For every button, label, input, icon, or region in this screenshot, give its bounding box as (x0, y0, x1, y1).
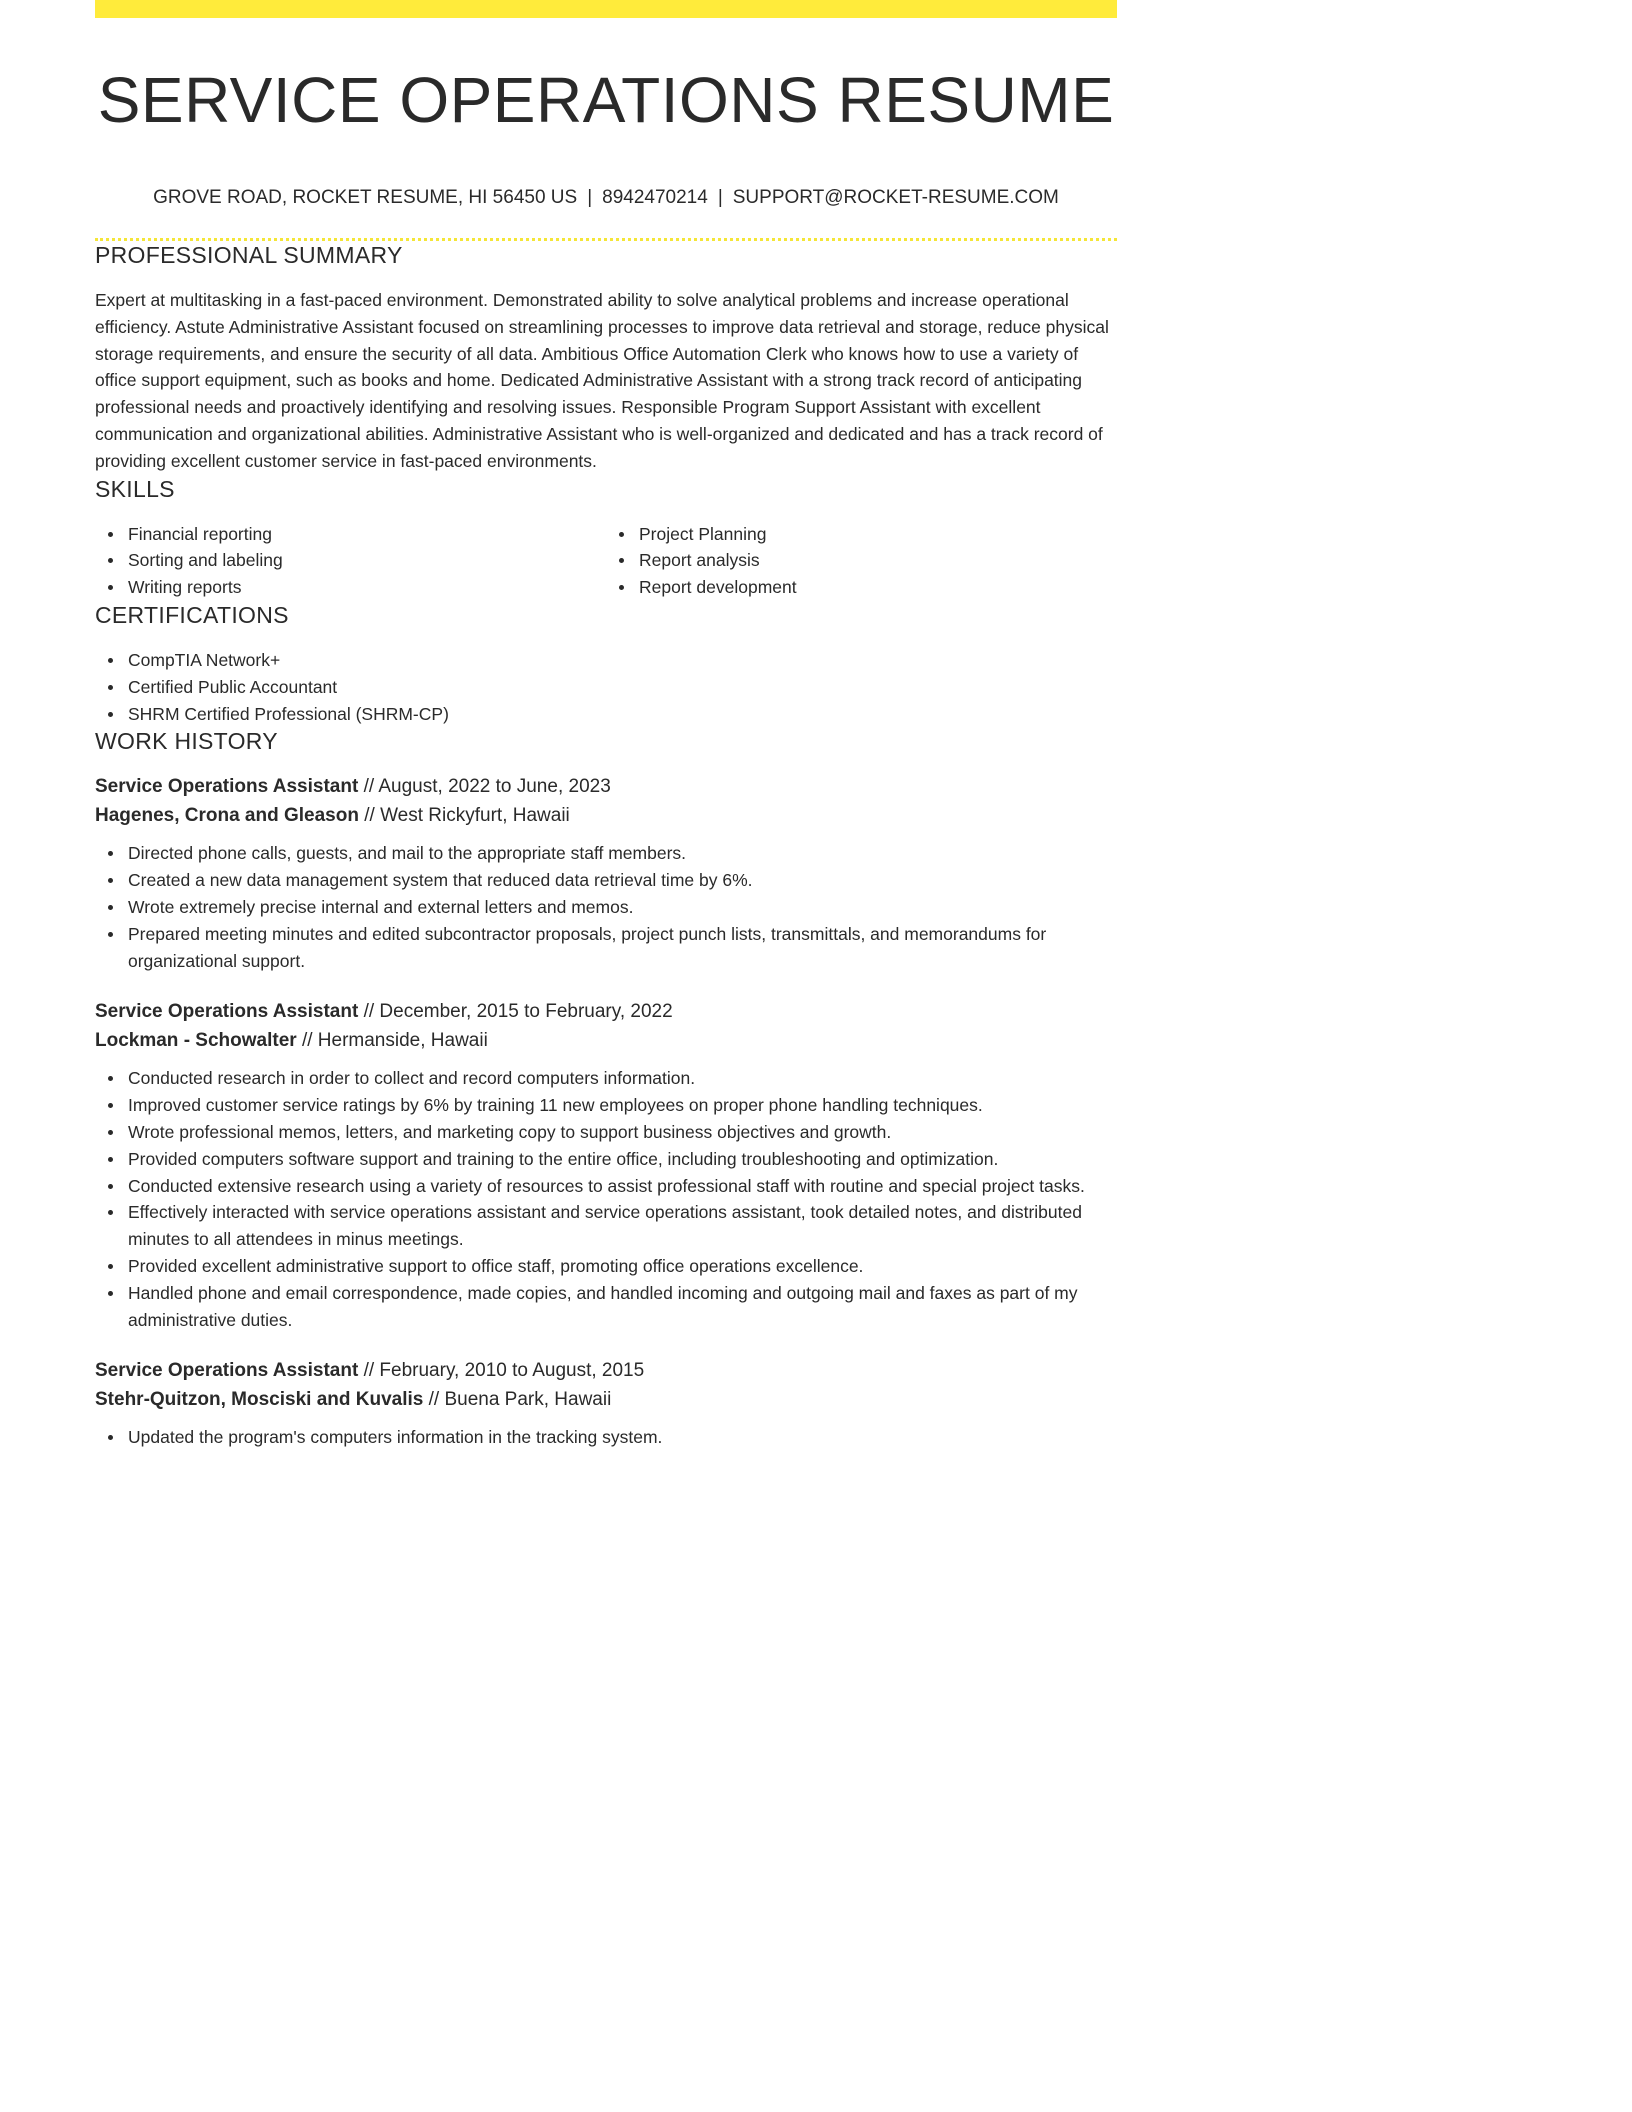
summary-text: Expert at multitasking in a fast-paced environment. Demonstrated ability to solve analytical problems and increase operational efficiency. Astute Administrative Assistant focused on streamlining processes to improve data retrieval and storage, reduce physical storage requirements, and ensure the security of all data. Ambitious Office Automation Clerk who knows how to use a variety of office support equipment, such as books and home. Dedicated Administrative Assistant with a strong track record of anticipating professional needs and proactively identifying and resolving issues. Responsible Program Support Assistant with excellent communication and organizational abilities. Administrative Assistant who is well-organized and dedicated and has a track record of providing excellent customer service in fast-paced environments. (95, 290, 1109, 471)
accent-bar (95, 0, 1117, 18)
skills-list-right (606, 521, 1117, 601)
job-duties-list (95, 1065, 1117, 1333)
job-duty-item: Directed phone calls, guests, and mail to the appropriate staff members. (128, 840, 1117, 867)
job-location: // Hermanside, Hawaii (296, 1029, 488, 1051)
job-duty-item: Improved customer service ratings by 6% by training 11 new employees on proper phone handling techniques. (128, 1092, 1117, 1119)
job-dates: // August, 2022 to June, 2023 (358, 776, 611, 798)
job-role: Service Operations Assistant (95, 776, 359, 798)
contact-separator: | (717, 187, 723, 208)
job-entry (95, 773, 1117, 974)
skill-item: Report development (639, 574, 1117, 601)
job-title-line (95, 998, 1117, 1027)
job-company: Stehr-Quitzon, Mosciski and Kuvalis (95, 1388, 424, 1410)
jobs-list (95, 773, 1117, 1451)
job-duties-list (95, 1424, 1117, 1451)
summary-section (95, 241, 1117, 475)
skill-item: Sorting and labeling (128, 547, 606, 574)
certifications-section (95, 601, 1117, 727)
job-entry (95, 998, 1117, 1333)
job-duty-item: Wrote extremely precise internal and external letters and memos. (128, 894, 1117, 921)
job-duty-item: Wrote professional memos, letters, and marketing copy to support business objectives and growth. (128, 1119, 1117, 1146)
job-entry (95, 1357, 1117, 1451)
contact-phone: 8942470214 (602, 187, 708, 208)
job-duty-item: Conducted extensive research using a variety of resources to assist professional staff with routine and special project tasks. (128, 1173, 1117, 1200)
job-location: // West Rickyfurt, Hawaii (358, 804, 570, 826)
work-history-heading: WORK HISTORY (95, 728, 278, 755)
contact-separator: | (587, 187, 593, 208)
contact-line (95, 186, 1117, 210)
contact-email: SUPPORT@ROCKET-RESUME.COM (732, 187, 1059, 208)
job-location: // Buena Park, Hawaii (423, 1388, 612, 1410)
job-role: Service Operations Assistant (95, 1001, 359, 1023)
skills-section (95, 475, 1117, 601)
skills-list-left (95, 521, 606, 601)
job-company: Lockman - Schowalter (95, 1029, 297, 1051)
certification-item: CompTIA Network+ (128, 647, 1117, 674)
job-duty-item: Prepared meeting minutes and edited subcontractor proposals, project punch lists, transmittals, and memorandums for organizational support. (128, 921, 1117, 975)
certifications-heading: CERTIFICATIONS (95, 601, 289, 628)
job-dates: // February, 2010 to August, 2015 (358, 1360, 645, 1382)
job-duties-list (95, 840, 1117, 974)
job-duty-item: Effectively interacted with service operations assistant and service operations assistant, took detailed notes, and distributed minutes to all attendees in minus meetings. (128, 1199, 1117, 1253)
job-company: Hagenes, Crona and Gleason (95, 804, 359, 826)
certifications-list (95, 647, 1117, 727)
job-company-line (95, 1386, 1117, 1415)
resume-page (95, 0, 1117, 1451)
job-duty-item: Provided excellent administrative support to office staff, promoting office operations excellence. (128, 1253, 1117, 1280)
skills-columns (95, 521, 1117, 601)
job-dates: // December, 2015 to February, 2022 (358, 1001, 673, 1023)
skill-item: Financial reporting (128, 521, 606, 548)
job-duty-item: Provided computers software support and training to the entire office, including troubleshooting and optimization. (128, 1146, 1117, 1173)
contact-address: GROVE ROAD, ROCKET RESUME, HI 56450 US (153, 187, 578, 208)
resume-title: SERVICE OPERATIONS RESUME (97, 64, 1115, 136)
summary-heading: PROFESSIONAL SUMMARY (95, 242, 403, 268)
certification-item: SHRM Certified Professional (SHRM-CP) (128, 701, 1117, 728)
skill-item: Writing reports (128, 574, 606, 601)
job-company-line (95, 1027, 1117, 1056)
skill-item: Report analysis (639, 547, 1117, 574)
job-duty-item: Updated the program's computers information in the tracking system. (128, 1424, 1117, 1451)
job-role: Service Operations Assistant (95, 1360, 359, 1382)
skill-item: Project Planning (639, 521, 1117, 548)
job-duty-item: Created a new data management system that reduced data retrieval time by 6%. (128, 867, 1117, 894)
job-title-line (95, 1357, 1117, 1386)
job-company-line (95, 802, 1117, 831)
job-duty-item: Conducted research in order to collect and record computers information. (128, 1065, 1117, 1092)
job-duty-item: Handled phone and email correspondence, made copies, and handled incoming and outgoing mail and faxes as part of my administrative duties. (128, 1280, 1117, 1334)
job-title-line (95, 773, 1117, 802)
work-history-section (95, 727, 1117, 1451)
skills-heading: SKILLS (95, 475, 175, 502)
certification-item: Certified Public Accountant (128, 674, 1117, 701)
